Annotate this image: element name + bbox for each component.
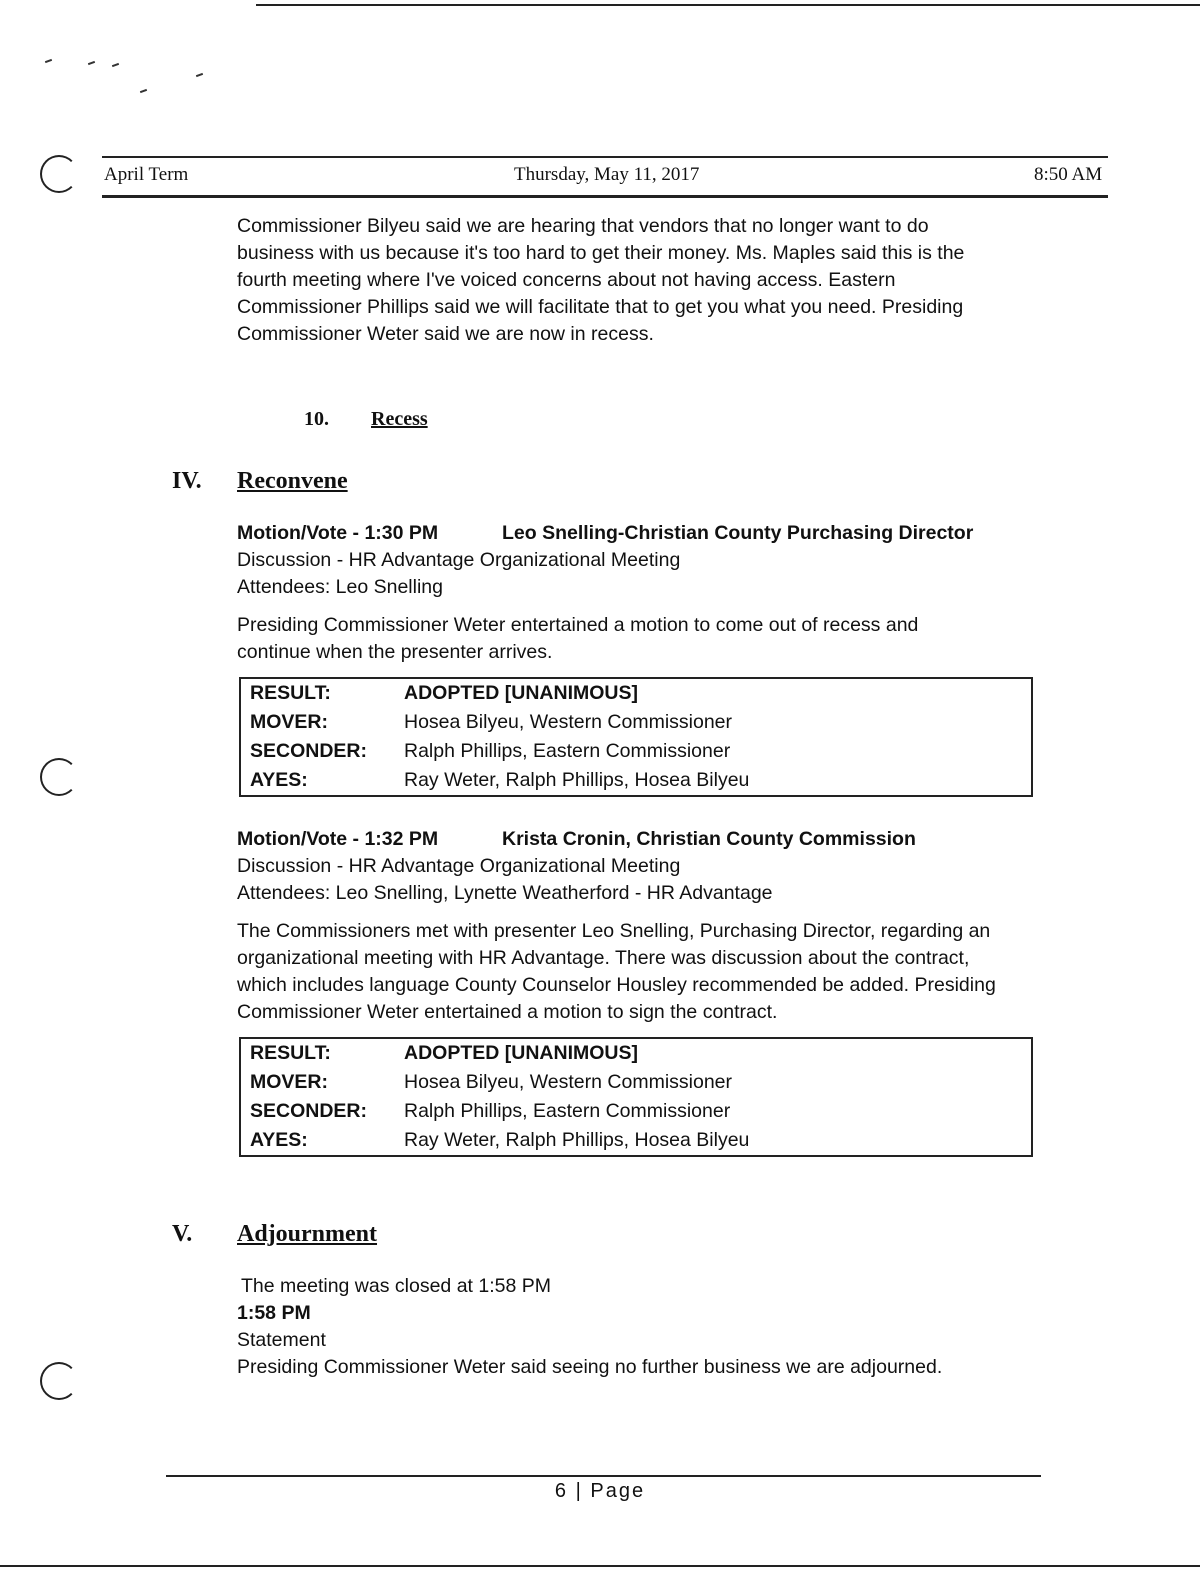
- scan-top-edge: [256, 4, 1200, 6]
- header-term: April Term: [104, 164, 189, 185]
- motion-time: 1:30 PM: [364, 522, 439, 544]
- text-line: continue when the presenter arrives.: [237, 641, 553, 663]
- vote-row-ayes: [241, 766, 1031, 795]
- motion-prefix: Motion/Vote -: [237, 828, 365, 850]
- vote-label: AYES:: [250, 1129, 308, 1151]
- item-title: Recess: [371, 408, 428, 430]
- vote-result: ADOPTED [UNANIMOUS]: [404, 682, 638, 704]
- footer-rule: [166, 1475, 1041, 1477]
- motion-discussion: Discussion - HR Advantage Organizational Meeting: [237, 549, 681, 571]
- vote-label: AYES:: [250, 769, 308, 791]
- vote-label: SECONDER:: [250, 740, 368, 762]
- adjournment-label: Statement: [237, 1329, 326, 1351]
- vote-row-mover: [241, 708, 1031, 737]
- section-title: Reconvene: [237, 468, 348, 494]
- vote-row-result: [241, 1039, 1031, 1068]
- item-number: 10.: [304, 408, 329, 430]
- motion-presenter: Krista Cronin, Christian County Commission: [502, 828, 916, 850]
- motion-text: [237, 612, 1057, 666]
- vote-result: ADOPTED [UNANIMOUS]: [404, 1042, 638, 1064]
- motion-attendees: Attendees: Leo Snelling, Lynette Weatherford - HR Advantage: [237, 882, 773, 904]
- vote-row-result: [241, 679, 1031, 708]
- vote-ayes: Ray Weter, Ralph Phillips, Hosea Bilyeu: [404, 1129, 750, 1151]
- vote-label: MOVER:: [250, 711, 328, 733]
- adjournment-closed: The meeting was closed at 1:58 PM: [241, 1275, 551, 1297]
- section-title: Adjournment: [237, 1221, 378, 1247]
- intro-paragraph: [237, 213, 1057, 348]
- punch-hole-icon: [40, 758, 78, 796]
- text-line: business with us because it's too hard to get their money. Ms. Maples said this is the: [237, 242, 965, 264]
- vote-seconder: Ralph Phillips, Eastern Commissioner: [404, 1100, 731, 1122]
- motion-heading: [237, 826, 438, 853]
- page-number: 6 | Page: [554, 1480, 646, 1502]
- scan-speck: [140, 89, 147, 93]
- motion-text: [237, 918, 1067, 1026]
- vote-ayes: Ray Weter, Ralph Phillips, Hosea Bilyeu: [404, 769, 750, 791]
- text-line: The Commissioners met with presenter Leo Snelling, Purchasing Director, regarding an: [237, 920, 991, 942]
- header-rule-top: [102, 156, 1108, 158]
- punch-hole-icon: [40, 1362, 78, 1400]
- text-line: Commissioner Weter said we are now in recess.: [237, 323, 654, 345]
- adjournment-statement: Presiding Commissioner Weter said seeing no further business we are adjourned.: [237, 1356, 943, 1378]
- vote-row-mover: [241, 1068, 1031, 1097]
- vote-mover: Hosea Bilyeu, Western Commissioner: [404, 711, 733, 733]
- text-line: Commissioner Phillips said we will facilitate that to get you what you need. Presiding: [237, 296, 964, 318]
- section-number: IV.: [172, 468, 202, 494]
- vote-row-ayes: [241, 1126, 1031, 1155]
- vote-seconder: Ralph Phillips, Eastern Commissioner: [404, 740, 731, 762]
- vote-label: RESULT:: [250, 682, 331, 704]
- motion-discussion: Discussion - HR Advantage Organizational Meeting: [237, 855, 681, 877]
- motion-time: 1:32 PM: [364, 828, 439, 850]
- text-line: Commissioner Bilyeu said we are hearing that vendors that no longer want to do: [237, 215, 929, 237]
- scan-speck: [196, 73, 203, 77]
- vote-row-seconder: [241, 1097, 1031, 1126]
- header-date: Thursday, May 11, 2017: [514, 164, 700, 185]
- vote-label: MOVER:: [250, 1071, 328, 1093]
- vote-label: RESULT:: [250, 1042, 331, 1064]
- scan-speck: [45, 59, 52, 63]
- motion-prefix: Motion/Vote -: [237, 522, 365, 544]
- vote-table: [239, 677, 1033, 797]
- motion-presenter: Leo Snelling-Christian County Purchasing Director: [502, 522, 974, 544]
- text-line: Presiding Commissioner Weter entertained a motion to come out of recess and: [237, 614, 919, 636]
- motion-attendees: Attendees: Leo Snelling: [237, 576, 443, 598]
- vote-table: [239, 1037, 1033, 1157]
- header-rule-bottom: [102, 195, 1108, 198]
- scan-bottom-edge: [0, 1565, 1200, 1567]
- text-line: fourth meeting where I've voiced concerns about not having access. Eastern: [237, 269, 896, 291]
- header-time: 8:50 AM: [1034, 164, 1103, 185]
- section-number: V.: [172, 1221, 193, 1247]
- text-line: organizational meeting with HR Advantage. There was discussion about the contract,: [237, 947, 970, 969]
- motion-heading: [237, 520, 438, 547]
- vote-mover: Hosea Bilyeu, Western Commissioner: [404, 1071, 733, 1093]
- scan-speck: [88, 61, 95, 65]
- vote-label: SECONDER:: [250, 1100, 368, 1122]
- text-line: Commissioner Weter entertained a motion to sign the contract.: [237, 1001, 778, 1023]
- vote-row-seconder: [241, 737, 1031, 766]
- punch-hole-icon: [40, 155, 78, 193]
- scan-speck: [112, 63, 119, 67]
- text-line: which includes language County Counselor Housley recommended be added. Presiding: [237, 974, 996, 996]
- adjournment-time: 1:58 PM: [237, 1302, 311, 1324]
